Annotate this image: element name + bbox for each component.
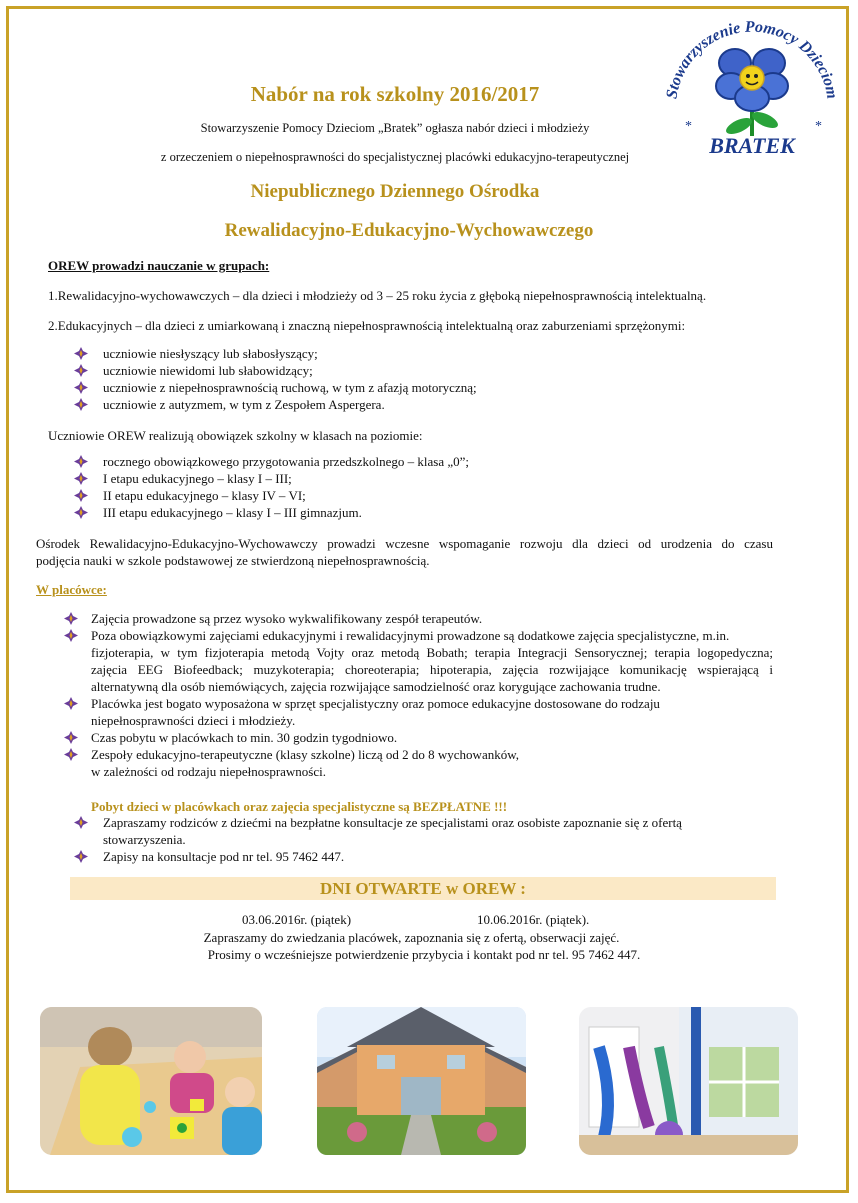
facility-item-2-line-3: zajęcia EEG Biofeedback; muzykoterapia; choreoterapia; hipoterapia, zajęcia rozwijające komunikację wspierającą i [91,662,773,677]
facility-item-1: Zajęcia prowadzone są przez wysoko wykwalifikowany zespół terapeutów. [91,611,483,626]
logo-arc-text: Stowarzyszenie Pomocy Dzieciom [663,18,841,101]
list-item: I etapu edukacyjnego – klasy I – III; [103,471,292,486]
bullet-icon [74,398,88,411]
bullet-icon [74,506,88,519]
list-item: rocznego obowiązkowego przygotowania przedszkolnego – klasa „0”; [103,454,470,469]
list-item: uczniowie niesłyszący lub słabosłyszący; [103,346,318,361]
bullet-icon [74,455,88,468]
photo-building [317,1007,526,1155]
facility-item-5-line-1: Zespoły edukacyjno-terapeutyczne (klasy szkolne) liczą od 2 do 8 wychowanków, [91,747,520,762]
open-days-line-2: Prosimy o wcześniejsze potwierdzenie przybycia i kontakt pod nr tel. 95 7462 447. [207,947,641,962]
free-item-1-line-2: stowarzyszenia. [103,832,186,847]
list-item: uczniowie niewidomi lub słabowidzący; [103,363,313,378]
bullet-icon [74,850,88,863]
facility-item-5-line-2: w zależności od rodzaju niepełnosprawności. [91,764,327,779]
list-item: II etapu edukacyjnego – klasy IV – VI; [103,488,306,503]
bullet-icon [74,472,88,485]
bullet-icon [74,381,88,394]
bullet-icon [64,612,78,625]
svg-text:*: * [685,119,692,134]
photo-children-activity [40,1007,262,1155]
groups-heading: OREW prowadzi nauczanie w grupach: [48,258,270,273]
bullet-icon [74,364,88,377]
facility-item-3-line-1: Placówka jest bogato wyposażona w sprzęt specjalistyczny oraz pomoce edukacyjne dostosowane do rodzaju [91,696,660,711]
free-item-1-line-1: Zapraszamy rodziców z dziećmi na bezpłatne konsultacje ze specjalistami oraz osobiste zapoznanie się z ofertą [103,815,682,830]
levels-intro: Uczniowie OREW realizują obowiązek szkolny w klasach na poziomie: [48,428,423,443]
open-days-banner: DNI OTWARTE w OREW : [70,877,776,900]
bullet-icon [64,731,78,744]
bullet-icon [74,489,88,502]
intro-line-1: Stowarzyszenie Pomocy Dzieciom „Bratek” ogłasza nabór dzieci i młodzieży [200,121,590,135]
bullet-icon [64,629,78,642]
photo-therapy-room [579,1007,798,1155]
facility-item-2-line-4: alternatywną dla osób niemówiących, zajęcia rozwijające samodzielność oraz korygujące zachowania trudne. [91,679,661,694]
logo-bottom-text: BRATEK [709,133,795,158]
bullet-icon [74,816,88,829]
list-item: uczniowie z autyzmem, w tym z Zespołem Aspergera. [103,397,385,412]
facility-item-2-line-2: fizjoterapia, w tym fizjoterapia metodą Vojty oraz metodą Bobath; terapia Integracji Sensorycznej; terapia logopedyczna; [91,645,773,660]
list-item: III etapu edukacyjnego – klasy I – III gimnazjum. [103,505,362,520]
facility-item-2-line-1: Poza obowiązkowymi zajęciami edukacyjnymi i rewalidacyjnymi prowadzone są dodatkowe zajęcia specjalistyczne, m.in. [91,628,730,643]
institution-name-2: Rewalidacyjno-Edukacyjno-Wychowawczego [224,220,594,241]
facility-item-4: Czas pobytu w placówkach to min. 30 godzin tygodniowo. [91,730,398,745]
svg-text:*: * [815,119,822,134]
page-title: Nabór na rok szkolny 2016/2017 [250,82,540,106]
group-1-text: 1.Rewalidacyjno-wychowawczych – dla dzieci i młodzieży od 3 – 25 roku życia z głęboką niepełnosprawnością intelektualną. [48,288,707,303]
free-item-2: Zapisy na konsultacje pod nr tel. 95 7462 447. [103,849,345,864]
open-day-date-2: 10.06.2016r. (piątek). [477,912,590,927]
group-2-text: 2.Edukacyjnych – dla dzieci z umiarkowaną i znaczną niepełnosprawnością intelektualną oraz zaburzeniami sprzężonymi: [48,318,686,333]
bullet-icon [74,347,88,360]
open-day-date-1: 03.06.2016r. (piątek) [242,912,352,927]
institution-name-1: Niepublicznego Dziennego Ośrodka [250,181,540,202]
early-support-line-2: podjęcia nauki w szkole podstawowej ze stwierdzoną niepełnosprawnością. [36,553,430,568]
bullet-icon [64,697,78,710]
list-item: uczniowie z niepełnosprawnością ruchową, w tym z afazją motoryczną; [103,380,477,395]
facility-heading: W placówce: [36,582,107,597]
bullet-icon [64,748,78,761]
open-days-line-1: Zapraszamy do zwiedzania placówek, zapoznania się z ofertą, obserwacji zajęć. [203,930,620,945]
intro-line-2: z orzeczeniem o niepełnosprawności do specjalistycznej placówki edukacyjno-terapeutycznej [160,150,630,164]
facility-item-3-line-2: niepełnosprawności dzieci i młodzieży. [91,713,296,728]
free-heading: Pobyt dzieci w placówkach oraz zajęcia specjalistyczne są BEZPŁATNE !!! [91,799,508,814]
early-support-line-1: Ośrodek Rewalidacyjno-Edukacyjno-Wychowawczy prowadzi wczesne wspomaganie rozwoju dla dzieci od urodzenia do czasu [36,536,773,551]
